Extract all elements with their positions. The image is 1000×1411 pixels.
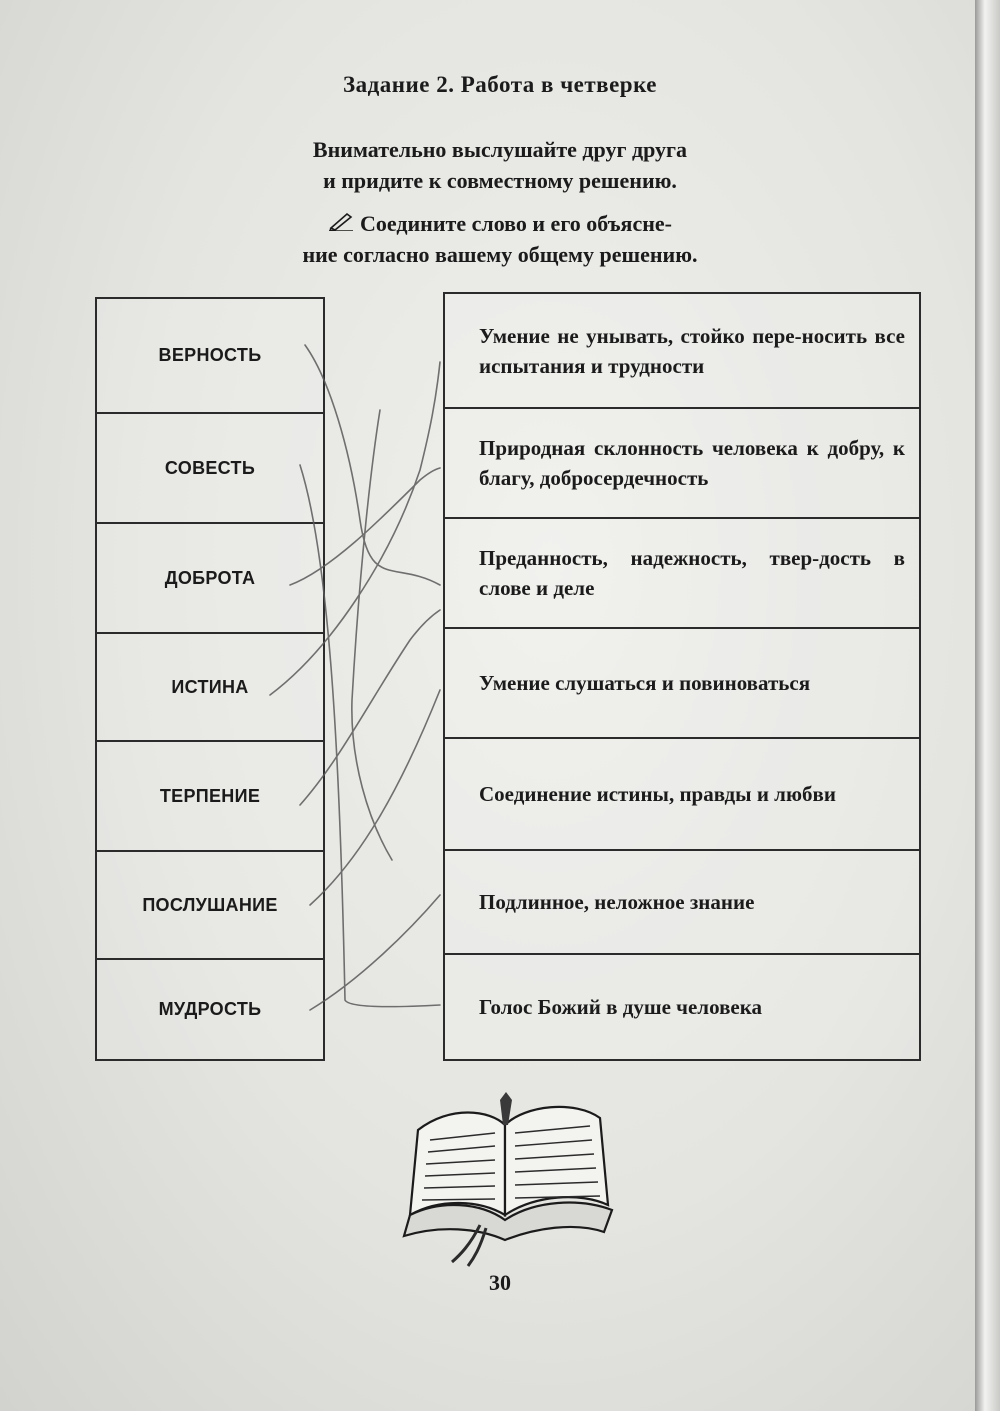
word-istina: ИСТИНА [171, 676, 249, 697]
definition-cell-7[interactable]: Голос Божий в душе человека [445, 953, 919, 1059]
word-poslushanie: ПОСЛУШАНИЕ [142, 894, 278, 915]
instruction-line-1: Внимательно выслушайте друг друга [312, 137, 688, 162]
instruction-line-3-text: Соедините слово и его объясне- [360, 211, 672, 236]
page-number: 30 [489, 1270, 511, 1295]
word-terpenie: ТЕРПЕНИЕ [159, 785, 261, 806]
definition-cell-1[interactable]: Умение не унывать, стойко пере-носить все испытания и трудности [479, 323, 905, 378]
word-mudrost: МУДРОСТЬ [158, 999, 262, 1019]
word-sovest: СОВЕСТЬ [164, 457, 256, 478]
task-title: Задание 2. Работа в четверке [343, 72, 657, 97]
definition-cell-4[interactable]: Умение слушаться и повиноваться [445, 627, 919, 737]
definition-cell-3[interactable]: Преданность, надежность, твер-дость в слове и деле [445, 517, 919, 627]
word-vernost: ВЕРНОСТЬ [158, 345, 262, 365]
instruction-line-2: и придите к совместному решению. [323, 168, 677, 193]
definition-cell-6[interactable]: Подлинное, неложное знание [445, 849, 919, 953]
definition-cell-2[interactable]: Природная склонность человека к добру, к благу, добросердечность [445, 407, 919, 517]
instruction-line-4: ние согласно вашему общему решению. [302, 242, 698, 267]
word-dobrota: ДОБРОТА [164, 567, 256, 588]
definition-cell-5[interactable]: Соединение истины, правды и любви [445, 737, 919, 849]
